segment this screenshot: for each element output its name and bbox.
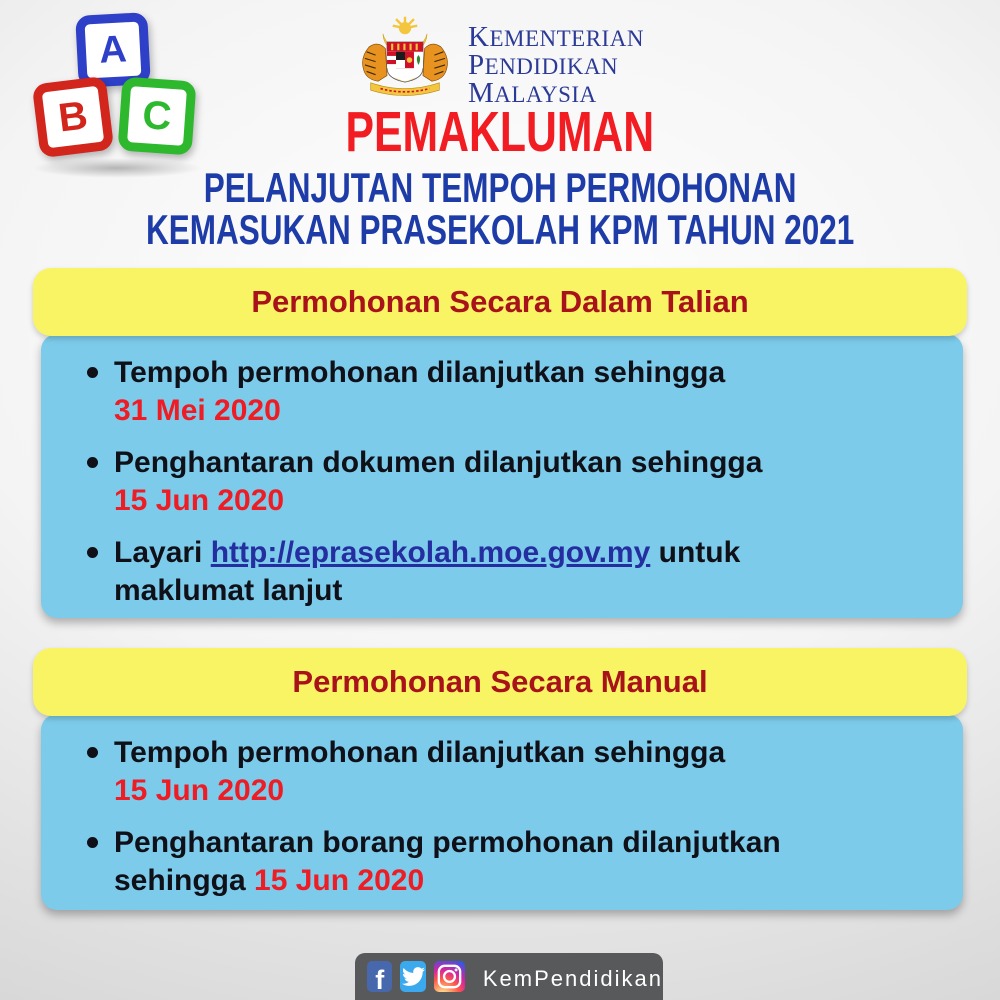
malaysia-coat-of-arms-icon xyxy=(356,12,454,108)
ministry-name-line3: MALAYSIA xyxy=(468,77,597,109)
list-item xyxy=(87,534,935,610)
deadline-date: 15 Jun 2020 xyxy=(114,774,285,807)
bullet-icon xyxy=(87,547,98,558)
bullet-icon xyxy=(87,837,98,848)
online-section-header xyxy=(33,268,967,336)
manual-section-heading: Permohonan Secara Manual xyxy=(292,664,708,699)
bullet-icon xyxy=(87,367,98,378)
ministry-name xyxy=(468,21,644,109)
list-item xyxy=(87,824,935,900)
deadline-date: 15 Jun 2020 xyxy=(254,864,425,897)
list-item xyxy=(87,354,935,430)
ministry-logo xyxy=(356,12,644,108)
bullet-icon xyxy=(87,457,98,468)
bullet-text: Penghantaran dokumen dilanjutkan sehingga 15 Jun 2020 xyxy=(114,444,762,520)
bullet-text: Layari http://eprasekolah.moe.gov.my untuk maklumat lanjut xyxy=(114,536,741,607)
bullet-text: Tempoh permohonan dilanjutkan sehingga 15 Jun 2020 xyxy=(114,734,725,810)
instagram-icon[interactable] xyxy=(434,961,465,992)
twitter-icon[interactable] xyxy=(400,961,425,992)
facebook-icon[interactable]: f xyxy=(367,961,392,992)
block-letter-c: C xyxy=(141,92,173,139)
social-handle: KemPendidikan xyxy=(482,966,663,991)
abc-block-a xyxy=(75,12,151,88)
bullet-text: Penghantaran borang permohonan dilanjutkan sehingga 15 Jun 2020 xyxy=(114,826,781,897)
manual-section-body xyxy=(41,714,963,910)
bullet-icon xyxy=(87,747,98,758)
list-item xyxy=(87,734,935,810)
ministry-name-line1: KEMENTERIAN xyxy=(468,21,644,53)
block-letter-a: A xyxy=(98,27,128,72)
bullet-text: Tempoh permohonan dilanjutkan sehingga 31 Mei 2020 xyxy=(114,354,725,430)
manual-section-header xyxy=(33,648,967,716)
page-subtitle-line2: KEMASUKAN PRASEKOLAH KPM TAHUN 2021 xyxy=(145,206,855,253)
block-letter-b: B xyxy=(55,92,90,141)
deadline-date: 15 Jun 2020 xyxy=(114,484,285,517)
list-item xyxy=(87,444,935,520)
page-title: PEMAKLUMAN xyxy=(345,100,655,164)
deadline-date: 31 Mei 2020 xyxy=(114,394,281,427)
social-bar xyxy=(355,953,663,1000)
online-section-heading: Permohonan Secara Dalam Talian xyxy=(251,284,749,319)
online-section-body xyxy=(41,334,963,618)
eprasekolah-link[interactable]: http://eprasekolah.moe.gov.my xyxy=(210,536,651,569)
ministry-name-line2: PENDIDIKAN xyxy=(468,49,619,81)
page-subtitle-line1: PELANJUTAN TEMPOH PERMOHONAN xyxy=(203,164,797,211)
